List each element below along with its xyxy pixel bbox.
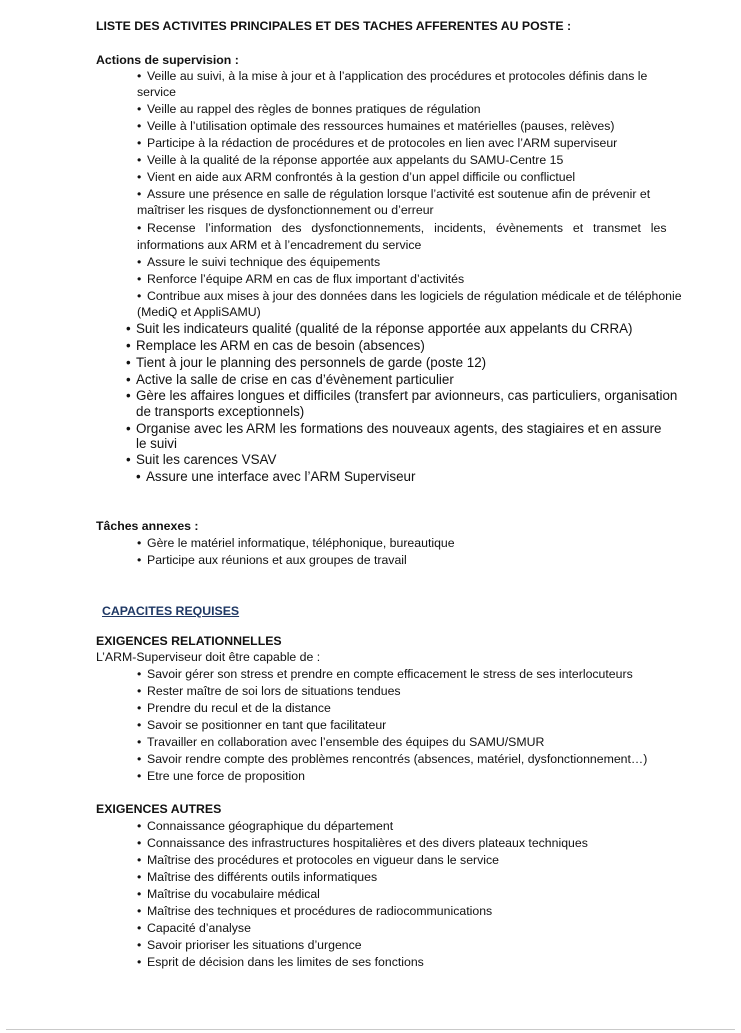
bullet-icon: • (126, 321, 131, 336)
bullet-icon: • (137, 272, 142, 286)
bullet-icon: • (137, 289, 142, 303)
list-item: • Assure le suivi technique des équipements (137, 255, 381, 269)
autres-title: EXIGENCES AUTRES (96, 802, 222, 816)
bullet-icon: • (137, 921, 142, 935)
bullet-icon: • (126, 355, 131, 370)
relationnelles-title: EXIGENCES RELATIONNELLES (96, 634, 282, 648)
list-item-continuation: service (137, 85, 176, 99)
bullet-icon: • (136, 469, 141, 484)
list-item: • Veille à l’utilisation optimale des ressources humaines et matérielles (pauses, relèves) (137, 119, 615, 133)
bullet-icon: • (137, 221, 142, 235)
list-item: • Maîtrise des techniques et procédures de radiocommunications (137, 904, 493, 918)
list-item: • Participe aux réunions et aux groupes de travail (137, 553, 407, 567)
bullet-icon: • (137, 119, 142, 133)
list-item: • Tient à jour le planning des personnels de garde (poste 12) (126, 355, 487, 370)
list-item: • Savoir rendre compte des problèmes rencontrés (absences, matériel, dysfonctionnement…) (137, 752, 648, 766)
list-item: • Active la salle de crise en cas d’évènement particulier (126, 372, 454, 387)
supervision-title: Actions de supervision : (96, 53, 239, 67)
bullet-icon: • (137, 836, 142, 850)
list-item: • Gère le matériel informatique, téléphonique, bureautique (137, 536, 455, 550)
bullet-icon: • (137, 170, 142, 184)
list-item: • Rester maître de soi lors de situations tendues (137, 684, 401, 698)
annexes-title: Tâches annexes : (96, 519, 199, 533)
list-item: • Savoir se positionner en tant que facilitateur (137, 718, 387, 732)
list-item-continuation: de transports exceptionnels) (136, 404, 305, 419)
relationnelles-intro: L’ARM-Superviseur doit être capable de : (96, 650, 321, 664)
bullet-icon: • (137, 701, 142, 715)
bullet-icon: • (137, 769, 142, 783)
list-item: • Travailler en collaboration avec l’ensemble des équipes du SAMU/SMUR (137, 735, 545, 749)
list-item-continuation: maîtriser les risques de dysfonctionnement ou d’erreur (137, 203, 434, 217)
bullet-icon: • (137, 102, 142, 116)
bullet-icon: • (137, 553, 142, 567)
bullet-icon: • (137, 904, 142, 918)
list-item: • Maîtrise des différents outils informatiques (137, 870, 378, 884)
list-item: • Maîtrise des procédures et protocoles en vigueur dans le service (137, 853, 500, 867)
list-item: • Suit les indicateurs qualité (qualité de la réponse apportée aux appelants du CRRA) (126, 321, 633, 336)
list-item: • Maîtrise du vocabulaire médical (137, 887, 320, 901)
list-item: • Organise avec les ARM les formations des nouveaux agents, des stagiaires et en assure (126, 421, 662, 436)
list-item-continuation: le suivi (136, 436, 177, 451)
bullet-icon: • (126, 338, 131, 353)
bullet-icon: • (137, 536, 142, 550)
list-item-continuation: informations aux ARM et à l’encadrement du service (137, 238, 422, 252)
list-item: • Renforce l’équipe ARM en cas de flux important d’activités (137, 272, 465, 286)
list-item-continuation: (MediQ et AppliSAMU) (137, 305, 261, 319)
list-item: • Connaissance des infrastructures hospitalières et des divers plateaux techniques (137, 836, 588, 850)
bullet-icon: • (137, 718, 142, 732)
bullet-icon: • (137, 153, 142, 167)
bullet-icon: • (126, 452, 131, 467)
list-item: • Connaissance géographique du département (137, 819, 394, 833)
list-item: • Recense l’information des dysfonctionnements, incidents, évènements et transmet les (137, 221, 667, 235)
list-item: • Veille au rappel des règles de bonnes pratiques de régulation (137, 102, 481, 116)
capacites-title: CAPACITES REQUISES (102, 604, 240, 618)
bullet-icon: • (137, 667, 142, 681)
list-item: • Veille à la qualité de la réponse apportée aux appelants du SAMU-Centre 15 (137, 153, 564, 167)
bullet-icon: • (137, 136, 142, 150)
list-item: • Savoir prioriser les situations d’urgence (137, 938, 362, 952)
bullet-icon: • (137, 819, 142, 833)
list-item: • Capacité d’analyse (137, 921, 251, 935)
bullet-icon: • (137, 955, 142, 969)
list-item: • Assure une présence en salle de régulation lorsque l’activité est soutenue afin de prévenir et (137, 187, 651, 201)
list-item: • Suit les carences VSAV (126, 452, 277, 467)
bullet-icon: • (126, 372, 131, 387)
bullet-icon: • (137, 69, 142, 83)
list-item: • Savoir gérer son stress et prendre en compte efficacement le stress de ses interlocuteurs (137, 667, 633, 681)
list-item: • Etre une force de proposition (137, 769, 305, 783)
bullet-icon: • (137, 887, 142, 901)
list-item: • Vient en aide aux ARM confrontés à la gestion d’un appel difficile ou conflictuel (137, 170, 576, 184)
list-item: • Remplace les ARM en cas de besoin (absences) (126, 338, 425, 353)
bullet-icon: • (137, 684, 142, 698)
bullet-icon: • (137, 938, 142, 952)
bullet-icon: • (137, 752, 142, 766)
list-item: • Contribue aux mises à jour des données dans les logiciels de régulation médicale et de téléphonie (137, 289, 682, 303)
list-item: • Veille au suivi, à la mise à jour et à l’application des procédures et protocoles définis dans le (137, 69, 648, 83)
list-item: • Gère les affaires longues et difficiles (transfert par avionneurs, cas particuliers, organisation (126, 388, 678, 403)
page-bottom-edge (6, 1029, 735, 1030)
bullet-icon: • (137, 735, 142, 749)
bullet-icon: • (126, 421, 131, 436)
list-item: • Prendre du recul et de la distance (137, 701, 331, 715)
bullet-icon: • (137, 255, 142, 269)
page-heading: LISTE DES ACTIVITES PRINCIPALES ET DES TACHES AFFERENTES AU POSTE : (96, 19, 572, 33)
bullet-icon: • (137, 870, 142, 884)
bullet-icon: • (137, 187, 142, 201)
bullet-icon: • (137, 853, 142, 867)
bullet-icon: • (126, 388, 131, 403)
list-item: • Participe à la rédaction de procédures et de protocoles en lien avec l’ARM superviseur (137, 136, 618, 150)
list-item: • Esprit de décision dans les limites de ses fonctions (137, 955, 424, 969)
list-item: • Assure une interface avec l’ARM Superviseur (136, 469, 416, 484)
